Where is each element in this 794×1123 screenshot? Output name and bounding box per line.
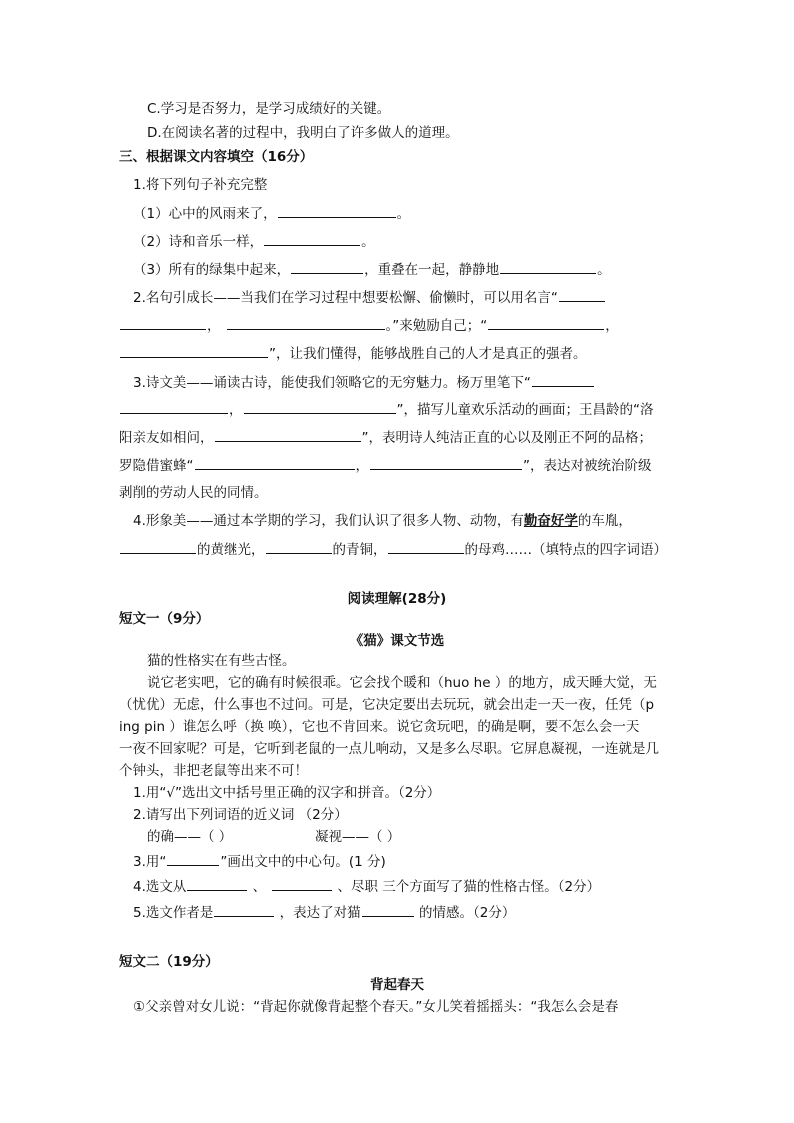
- p1-q5-end: 的情感。（2分）: [414, 905, 516, 921]
- q4-example-word: 勤奋好学: [523, 513, 578, 529]
- q2-line-1-text: 2.名句引成长——当我们在学习过程中想要松懈、偷懒时，可以用名言“: [133, 290, 558, 306]
- answer-blank[interactable]: [195, 456, 355, 470]
- answer-blank[interactable]: [227, 316, 385, 330]
- q4-line-2: [119, 540, 667, 559]
- q1-item-2-end: 。: [361, 234, 375, 250]
- answer-blank[interactable]: [370, 456, 522, 470]
- q3-line-1-text: 3.诗文美——诵读古诗，能使我们领略它的无穷魅力。杨万里笔下“: [133, 375, 531, 391]
- q3-line-1: [133, 373, 595, 392]
- answer-blank[interactable]: [266, 540, 332, 554]
- answer-blank[interactable]: [559, 288, 605, 302]
- q1-item-3: [133, 260, 611, 279]
- answer-blank[interactable]: [120, 540, 196, 554]
- answer-blank[interactable]: [278, 204, 396, 218]
- q4-line-1-end: 的车胤，: [577, 513, 632, 529]
- q3-line-5: 剥削的劳动人民的同情。: [119, 485, 268, 501]
- p1-q3-text: 3.用“: [133, 854, 167, 870]
- answer-blank[interactable]: [215, 428, 361, 442]
- passage-1-line-1: 说它老实吧，它的确有时候很乖。它会找个暖和（huo he ）的地方，成天睡大觉，无: [147, 675, 657, 691]
- passage-2-label: 短文二（19分）: [119, 954, 219, 970]
- q1-item-3-mid: ，重叠在一起，静静地: [364, 262, 500, 278]
- answer-blank[interactable]: [388, 540, 464, 554]
- q3-line-3-end: ”，表明诗人纯洁正直的心以及刚正不阿的品格；: [361, 430, 652, 446]
- p1-q5-mid: ，表达了对猫: [275, 905, 361, 921]
- q3-line-2-text: ”，描写儿童欢乐活动的画面；王昌龄的“洛: [396, 402, 654, 418]
- passage-1-line-4: 一夜不回家呢？可是，它听到老鼠的一点儿响动，又是多么尽职。它屏息凝视，一连就是几: [119, 741, 659, 757]
- q4-text-a: 的黄继光，: [197, 542, 265, 558]
- passage-1-title: 《猫》课文节选: [349, 633, 445, 649]
- answer-blank[interactable]: [244, 400, 396, 414]
- p1-q5-text: 5.选文作者是: [133, 905, 214, 921]
- passage-2-para-1: ①父亲曾对女儿说：“背起你就像背起整个春天。”女儿笑着摇摇头：“我怎么会是春: [133, 999, 619, 1015]
- answer-blank[interactable]: [362, 903, 414, 917]
- answer-blank[interactable]: [500, 260, 596, 274]
- q3-line-4: [119, 456, 652, 475]
- answer-blank[interactable]: [532, 373, 594, 387]
- passage-1-line-2: （忧优）无虑，什么事也不过问。可是，它决定要出去玩玩，就会出走一天一夜，任凭（p: [119, 697, 655, 713]
- q1-item-1-end: 。: [396, 206, 411, 222]
- passage-1-line-3: ing pin ）谁怎么呼（换 唤），它也不肯回来。说它贪玩吧，的确是啊，要不怎么会一天: [119, 719, 640, 735]
- q2-line-3-text: ”，让我们懂得，能够战胜自己的人才是真正的强者。: [269, 346, 587, 362]
- p1-question-2: 2.请写出下列词语的近义词 （2分）: [133, 807, 348, 823]
- p1-question-3: [133, 852, 386, 871]
- p1-q4-sep: 、: [248, 879, 267, 895]
- option-c: C.学习是否努力，是学习成绩好的关键。: [147, 101, 391, 117]
- q3-comma-2: ，: [355, 458, 369, 474]
- q1-item-1-text: （1）心中的风雨来了，: [133, 206, 277, 222]
- answer-blank[interactable]: [214, 903, 274, 917]
- q3-line-3: [119, 428, 652, 447]
- q4-text-b: 的青铜，: [332, 542, 387, 558]
- q4-line-1: [133, 512, 632, 530]
- q1-item-1: [133, 204, 410, 223]
- p1-q2-item-a: 的确——（ ）: [147, 829, 233, 845]
- q2-line-2: [119, 316, 619, 335]
- q3-line-3-text: 阳亲友如相问，: [119, 430, 214, 446]
- q3-comma: ，: [229, 402, 243, 418]
- p1-question-4: [133, 877, 600, 896]
- q1-title: 1.将下列句子补充完整: [133, 177, 268, 193]
- q3-line-4-end: ”，表达对被统治阶级: [523, 458, 652, 474]
- q1-item-3-text: （3）所有的绿集中起来，: [133, 262, 291, 278]
- q2-line-2-end: ，: [605, 318, 619, 334]
- answer-blank[interactable]: [120, 316, 206, 330]
- answer-blank[interactable]: [272, 877, 332, 891]
- q1-item-2-text: （2）诗和音乐一样，: [133, 234, 264, 250]
- q3-line-4-text: 罗隐借蜜蜂“: [119, 458, 194, 474]
- p1-question-5: [133, 903, 515, 922]
- q1-item-2: [133, 232, 375, 251]
- section-3-title: 三、根据课文内容填空（16分）: [119, 149, 314, 165]
- option-d: D.在阅读名著的过程中，我明白了许多做人的道理。: [147, 125, 459, 141]
- q3-line-2: [119, 400, 654, 419]
- q2-line-3: [119, 344, 587, 363]
- q4-text-c: 的母鸡……（填特点的四字词语）: [464, 542, 667, 558]
- p1-question-1: 1.用“√”选出文中括号里正确的汉字和拼音。（2分）: [133, 785, 441, 801]
- passage-1-line-5: 个钟头，非把老鼠等出来不可！: [119, 763, 308, 779]
- q1-item-3-end: 。: [597, 262, 611, 278]
- answer-blank[interactable]: [167, 852, 219, 866]
- answer-blank[interactable]: [264, 232, 360, 246]
- reading-title: 阅读理解(28分): [347, 591, 447, 607]
- p1-q4-text: 4.选文从: [133, 879, 187, 895]
- answer-blank[interactable]: [488, 316, 604, 330]
- p1-q3-end: ”画出文中的中心句。(1 分): [220, 854, 386, 870]
- q2-comma: ，: [207, 318, 221, 334]
- q4-line-1-text: 4.形象美——通过本学期的学习，我们认识了很多人物、动物，有: [133, 513, 524, 529]
- passage-1-para-1: 猫的性格实在有些古怪。: [147, 653, 296, 669]
- answer-blank[interactable]: [187, 877, 247, 891]
- q2-line-2-text: 。”来勉励自己；“: [385, 318, 488, 334]
- q2-line-1: [133, 288, 606, 307]
- answer-blank[interactable]: [291, 260, 363, 274]
- answer-blank[interactable]: [120, 344, 268, 358]
- p1-q4-end: 、尽职 三个方面写了猫的性格古怪。（2分）: [333, 879, 601, 895]
- passage-2-title: 背起春天: [370, 977, 424, 993]
- passage-1-label: 短文一（9分）: [119, 611, 210, 627]
- answer-blank[interactable]: [120, 400, 228, 414]
- p1-q2-item-b: 凝视——（ ）: [315, 829, 401, 845]
